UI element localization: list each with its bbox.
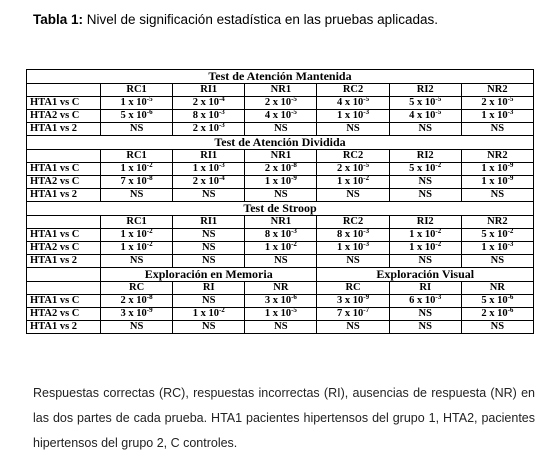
value-cell: 8 x $10^{-3}$ bbox=[173, 110, 245, 123]
table-body bbox=[27, 70, 534, 334]
exponent: -4 bbox=[218, 95, 225, 103]
value-cell: 1 x $10^{-9}$ bbox=[245, 176, 317, 189]
value-cell: 7 x $10^{-7}$ bbox=[317, 308, 389, 321]
section-title: Exploración en Memoria bbox=[101, 268, 317, 282]
value-cell: NS bbox=[389, 255, 461, 268]
column-header: NR bbox=[461, 282, 533, 295]
table-row bbox=[27, 123, 534, 136]
value-cell: 2 x $10^{-6}$ bbox=[461, 308, 533, 321]
exponent: -2 bbox=[363, 174, 370, 182]
column-header: RI bbox=[173, 282, 245, 295]
row-label: HTA2 vs C bbox=[27, 110, 101, 123]
exponent: -6 bbox=[507, 306, 514, 314]
section-title-row bbox=[27, 202, 534, 216]
caption-label: Tabla 1: bbox=[33, 12, 84, 27]
value-cell: 2 x $10^{-5}$ bbox=[245, 97, 317, 110]
exponent: -5 bbox=[291, 306, 297, 314]
value-cell: NS bbox=[173, 229, 245, 242]
section-title-row bbox=[27, 136, 534, 150]
exponent: -7 bbox=[363, 306, 370, 314]
value-cell: 3 x $10^{-9}$ bbox=[317, 295, 389, 308]
exponent: -3 bbox=[218, 121, 225, 129]
exponent: -6 bbox=[146, 108, 153, 116]
exponent: -9 bbox=[291, 174, 297, 182]
value-cell: 1 x $10^{-3}$ bbox=[461, 110, 533, 123]
value-cell: 1 x $10^{-3}$ bbox=[461, 242, 533, 255]
value-cell: 2 x $10^{-8}$ bbox=[101, 295, 173, 308]
value-cell: NS bbox=[389, 123, 461, 136]
value-cell: 2 x $10^{-8}$ bbox=[245, 163, 317, 176]
value-cell: NS bbox=[461, 321, 533, 334]
value-cell: 5 x $10^{-6}$ bbox=[101, 110, 173, 123]
value-cell: NS bbox=[245, 123, 317, 136]
value-cell: 1 x $10^{-3}$ bbox=[317, 110, 389, 123]
exponent: -8 bbox=[146, 174, 153, 182]
column-header: NR1 bbox=[245, 84, 317, 97]
value-cell: NS bbox=[317, 321, 389, 334]
value-cell: 1 x $10^{-2}$ bbox=[245, 242, 317, 255]
column-header: NR2 bbox=[461, 150, 533, 163]
value-cell: 7 x $10^{-8}$ bbox=[101, 176, 173, 189]
exponent: -3 bbox=[218, 161, 225, 169]
value-cell: NS bbox=[173, 189, 245, 202]
column-header-row bbox=[27, 150, 534, 163]
row-label: HTA1 vs C bbox=[27, 97, 101, 110]
value-cell: 2 x $10^{-5}$ bbox=[461, 97, 533, 110]
column-header: RI bbox=[389, 282, 461, 295]
table-row bbox=[27, 255, 534, 268]
column-header: NR1 bbox=[245, 150, 317, 163]
value-cell: 1 x $10^{-2}$ bbox=[101, 163, 173, 176]
exponent: -9 bbox=[507, 161, 514, 169]
column-header: RI1 bbox=[173, 216, 245, 229]
table-row bbox=[27, 110, 534, 123]
value-cell: 1 x $10^{-2}$ bbox=[101, 229, 173, 242]
value-cell: 1 x $10^{-5}$ bbox=[245, 308, 317, 321]
column-header: NR1 bbox=[245, 216, 317, 229]
value-cell: 1 x $10^{-2}$ bbox=[317, 176, 389, 189]
exponent: -9 bbox=[146, 306, 153, 314]
table-row bbox=[27, 163, 534, 176]
significance-table bbox=[26, 69, 534, 334]
exponent: -3 bbox=[363, 108, 370, 116]
exponent: -2 bbox=[146, 240, 153, 248]
header-blank-cell bbox=[27, 216, 101, 229]
value-cell: 4 x $10^{-5}$ bbox=[245, 110, 317, 123]
value-cell: NS bbox=[101, 123, 173, 136]
value-cell: 2 x $10^{-4}$ bbox=[173, 97, 245, 110]
value-cell: 5 x $10^{-6}$ bbox=[461, 295, 533, 308]
value-cell: NS bbox=[101, 189, 173, 202]
value-cell: 4 x $10^{-5}$ bbox=[317, 97, 389, 110]
value-cell: 1 x $10^{-3}$ bbox=[173, 163, 245, 176]
value-cell: NS bbox=[173, 255, 245, 268]
row-label: HTA1 vs 2 bbox=[27, 255, 101, 268]
exponent: -5 bbox=[435, 95, 442, 103]
value-cell: NS bbox=[245, 255, 317, 268]
column-header: RC2 bbox=[317, 84, 389, 97]
value-cell: 3 x $10^{-6}$ bbox=[245, 295, 317, 308]
column-header: RC2 bbox=[317, 150, 389, 163]
table-caption bbox=[33, 12, 438, 27]
column-header: RI1 bbox=[173, 84, 245, 97]
column-header: RI1 bbox=[173, 150, 245, 163]
table-row bbox=[27, 308, 534, 321]
footnote: Respuestas correctas (RC), respuestas incorrectas (RI), ausencias de respuesta (NR) en las dos partes de cada prueba. HTA1 pacientes hipertensos del grupo 1, HTA2, pacientes hipertensos del grupo 2, C controles. bbox=[33, 386, 535, 450]
exponent: -3 bbox=[507, 240, 514, 248]
value-cell: 2 x $10^{-4}$ bbox=[173, 176, 245, 189]
column-header: NR2 bbox=[461, 216, 533, 229]
exponent: -2 bbox=[435, 227, 442, 235]
column-header: RC2 bbox=[317, 216, 389, 229]
section-title-row bbox=[27, 70, 534, 84]
value-cell: 3 x $10^{-9}$ bbox=[101, 308, 173, 321]
column-header-row bbox=[27, 84, 534, 97]
column-header-row bbox=[27, 282, 534, 295]
row-label: HTA2 vs C bbox=[27, 308, 101, 321]
value-cell: NS bbox=[461, 255, 533, 268]
value-cell: NS bbox=[389, 308, 461, 321]
value-cell: NS bbox=[389, 321, 461, 334]
row-label: HTA2 vs C bbox=[27, 176, 101, 189]
value-cell: 5 x $10^{-2}$ bbox=[389, 163, 461, 176]
value-cell: 1 x $10^{-2}$ bbox=[389, 242, 461, 255]
value-cell: NS bbox=[101, 255, 173, 268]
exponent: -4 bbox=[218, 174, 225, 182]
table-row bbox=[27, 189, 534, 202]
value-cell: 1 x $10^{-9}$ bbox=[461, 176, 533, 189]
column-header-row bbox=[27, 216, 534, 229]
column-header: RC1 bbox=[101, 216, 173, 229]
value-cell: NS bbox=[245, 189, 317, 202]
value-cell: NS bbox=[317, 255, 389, 268]
exponent: -2 bbox=[507, 227, 514, 235]
value-cell: NS bbox=[245, 321, 317, 334]
value-cell: 1 x $10^{-9}$ bbox=[461, 163, 533, 176]
section-title: Test de Atención Dividida bbox=[27, 136, 534, 150]
column-header: RI2 bbox=[389, 150, 461, 163]
table-row bbox=[27, 242, 534, 255]
table-row bbox=[27, 176, 534, 189]
exponent: -5 bbox=[291, 108, 297, 116]
exponent: -5 bbox=[435, 108, 442, 116]
exponent: -5 bbox=[146, 95, 153, 103]
value-cell: NS bbox=[317, 123, 389, 136]
exponent: -2 bbox=[218, 306, 225, 314]
column-header: RC bbox=[101, 282, 173, 295]
value-cell: NS bbox=[173, 242, 245, 255]
exponent: -3 bbox=[218, 108, 225, 116]
row-label: HTA1 vs 2 bbox=[27, 321, 101, 334]
table-row bbox=[27, 229, 534, 242]
value-cell: 6 x $10^{-3}$ bbox=[389, 295, 461, 308]
exponent: -5 bbox=[291, 95, 297, 103]
section-title: Test de Stroop bbox=[27, 202, 534, 216]
column-header: RC1 bbox=[101, 84, 173, 97]
row-label: HTA1 vs C bbox=[27, 295, 101, 308]
value-cell: 4 x $10^{-5}$ bbox=[389, 110, 461, 123]
value-cell: 1 x $10^{-2}$ bbox=[173, 308, 245, 321]
column-header: NR2 bbox=[461, 84, 533, 97]
row-label: HTA2 vs C bbox=[27, 242, 101, 255]
header-blank-cell bbox=[27, 150, 101, 163]
exponent: -3 bbox=[291, 227, 297, 235]
section-title: Exploración Visual bbox=[317, 268, 534, 282]
exponent: -3 bbox=[363, 240, 370, 248]
exponent: -9 bbox=[507, 174, 514, 182]
value-cell: NS bbox=[461, 189, 533, 202]
header-blank-cell bbox=[27, 268, 101, 282]
exponent: -5 bbox=[507, 95, 514, 103]
exponent: -3 bbox=[435, 293, 442, 301]
column-header: RI2 bbox=[389, 84, 461, 97]
row-label: HTA1 vs 2 bbox=[27, 123, 101, 136]
value-cell: 5 x $10^{-5}$ bbox=[389, 97, 461, 110]
value-cell: NS bbox=[173, 295, 245, 308]
row-label: HTA1 vs 2 bbox=[27, 189, 101, 202]
section-title-row bbox=[27, 268, 534, 282]
exponent: -9 bbox=[363, 293, 370, 301]
value-cell: NS bbox=[389, 189, 461, 202]
value-cell: NS bbox=[101, 321, 173, 334]
exponent: -2 bbox=[146, 227, 153, 235]
header-blank-cell bbox=[27, 282, 101, 295]
value-cell: 2 x $10^{-5}$ bbox=[317, 163, 389, 176]
exponent: -5 bbox=[363, 95, 370, 103]
header-blank-cell bbox=[27, 84, 101, 97]
table-row bbox=[27, 295, 534, 308]
exponent: -6 bbox=[507, 293, 514, 301]
column-header: RC1 bbox=[101, 150, 173, 163]
exponent: -8 bbox=[291, 161, 297, 169]
exponent: -6 bbox=[291, 293, 297, 301]
row-label: HTA1 vs C bbox=[27, 163, 101, 176]
exponent: -2 bbox=[146, 161, 153, 169]
value-cell: 1 x $10^{-2}$ bbox=[101, 242, 173, 255]
exponent: -3 bbox=[507, 108, 514, 116]
value-cell: NS bbox=[317, 189, 389, 202]
value-cell: NS bbox=[461, 123, 533, 136]
section-title: Test de Atención Mantenida bbox=[27, 70, 534, 84]
value-cell: 8 x $10^{-3}$ bbox=[245, 229, 317, 242]
value-cell: NS bbox=[389, 176, 461, 189]
table-row bbox=[27, 97, 534, 110]
value-cell: 8 x $10^{-3}$ bbox=[317, 229, 389, 242]
column-header: RC bbox=[317, 282, 389, 295]
exponent: -2 bbox=[291, 240, 297, 248]
value-cell: 1 x $10^{-2}$ bbox=[389, 229, 461, 242]
row-label: HTA1 vs C bbox=[27, 229, 101, 242]
value-cell: 1 x $10^{-5}$ bbox=[101, 97, 173, 110]
exponent: -5 bbox=[363, 161, 370, 169]
exponent: -8 bbox=[146, 293, 153, 301]
value-cell: NS bbox=[173, 321, 245, 334]
value-cell: 2 x $10^{-3}$ bbox=[173, 123, 245, 136]
exponent: -3 bbox=[363, 227, 370, 235]
column-header: RI2 bbox=[389, 216, 461, 229]
caption-text: Nivel de significación estadística en las pruebas aplicadas. bbox=[83, 12, 438, 27]
value-cell: 1 x $10^{-3}$ bbox=[317, 242, 389, 255]
exponent: -2 bbox=[435, 240, 442, 248]
value-cell: 5 x $10^{-2}$ bbox=[461, 229, 533, 242]
table-row bbox=[27, 321, 534, 334]
exponent: -2 bbox=[435, 161, 442, 169]
column-header: NR bbox=[245, 282, 317, 295]
